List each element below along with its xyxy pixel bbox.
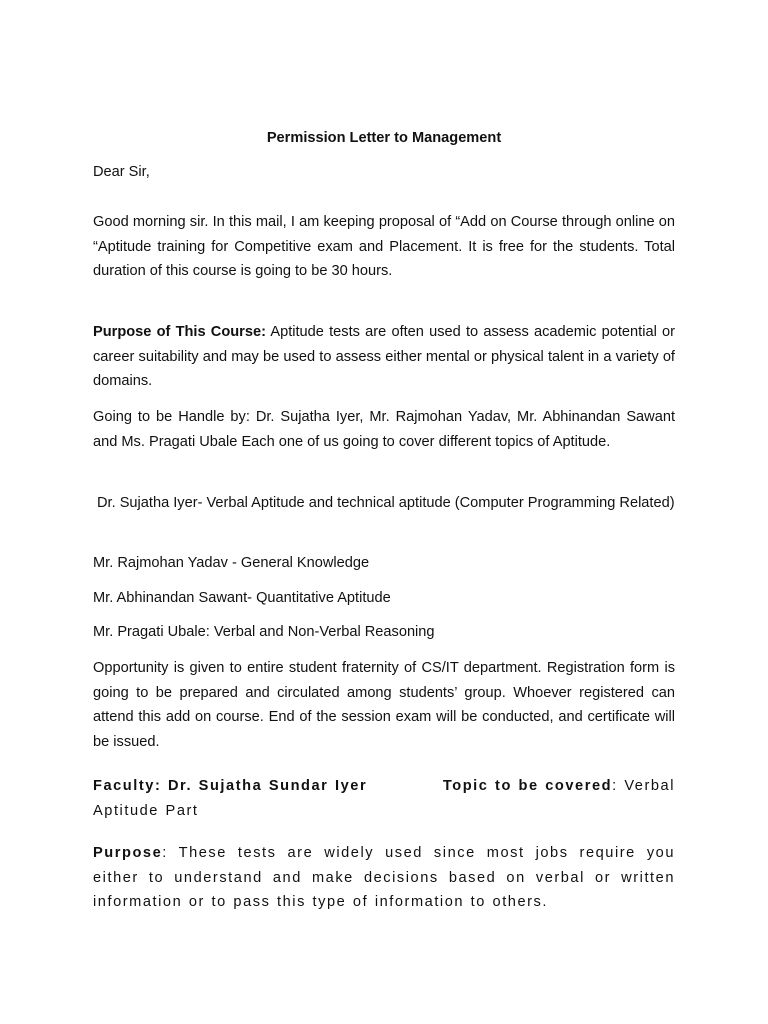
purpose-label: Purpose of This Course — [93, 324, 262, 340]
opportunity-paragraph: Opportunity is given to entire student fraternity of CS/IT department. Registration form is going to be prepared and circulated among students’ group. Whoever registered can attend this add on course. End of the session exam will be conducted, and certificate will be issued. — [93, 660, 675, 750]
purpose-paragraph — [93, 320, 675, 394]
purpose2-label: Purpose — [93, 845, 163, 861]
topic-label: Topic to be covered — [442, 778, 613, 794]
topic-continuation: Aptitude Part — [93, 803, 199, 819]
topic-value: Verbal — [624, 778, 675, 794]
topic-separator: : — [612, 778, 618, 794]
assignment-item: Mr. Pragati Ubale: Verbal and Non-Verbal Reasoning — [93, 624, 435, 640]
purpose-text: Aptitude tests are often used to assess academic potential or career suitability and may be used to assess either mental or physical talent in a variety of domains. — [93, 324, 676, 389]
purpose2-text: These tests are widely used since most jobs require you either to understand and make decisions based on verbal or written information or to pass this type of information to others. — [93, 845, 676, 910]
purpose2-separator: : — [162, 845, 168, 861]
letter-title: Permission Letter to Management — [266, 130, 502, 146]
intro-paragraph: Good morning sir. In this mail, I am keeping proposal of “Add on Course through online on “Aptitude training for Competitive exam and Placement. It is free for the students. Total duration of this course is going to be 30 hours. — [93, 214, 675, 279]
handled-by-paragraph: Going to be Handle by: Dr. Sujatha Iyer, Mr. Rajmohan Yadav, Mr. Abhinandan Sawant and Ms. Pragati Ubale Each one of us going to cover different topics of Aptitude. — [93, 409, 675, 450]
salutation: Dear Sir, — [93, 164, 150, 180]
purpose2-paragraph — [93, 841, 675, 915]
faculty-row — [93, 774, 675, 799]
assignment-item: Mr. Abhinandan Sawant- Quantitative Aptitude — [93, 590, 391, 606]
assignment-item: Mr. Rajmohan Yadav - General Knowledge — [93, 555, 370, 571]
topic-heading — [437, 774, 675, 799]
purpose-separator: : — [261, 324, 266, 340]
assignment-item: Dr. Sujatha Iyer- Verbal Aptitude and technical aptitude (Computer Programming Related) — [97, 495, 675, 511]
faculty-label: Faculty: Dr. Sujatha Sundar Iyer — [93, 778, 368, 794]
